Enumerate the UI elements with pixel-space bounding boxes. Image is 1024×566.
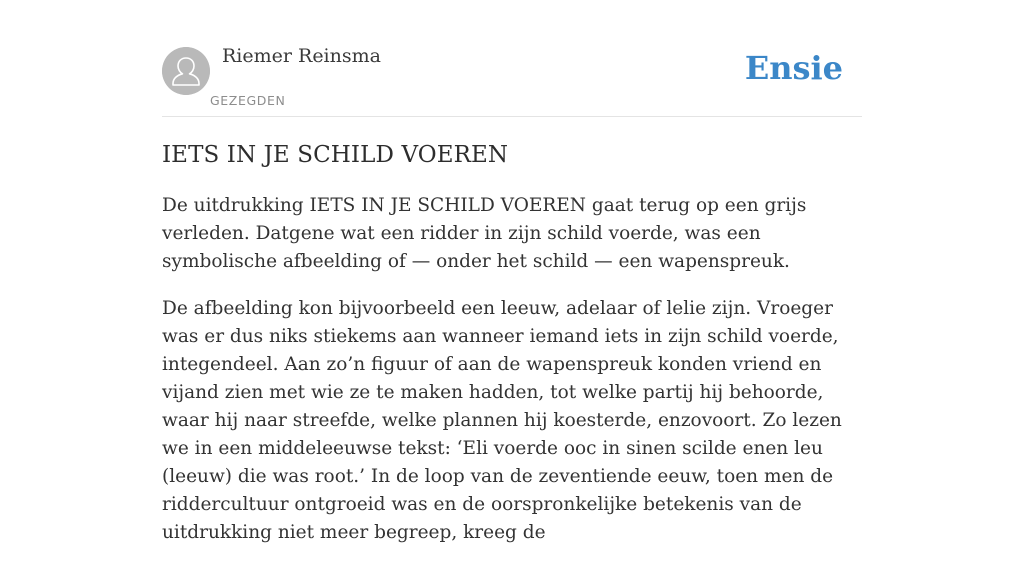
category-label[interactable]: GEZEGDEN bbox=[210, 93, 286, 108]
user-silhouette-icon bbox=[162, 47, 210, 95]
article-title: IETS IN JE SCHILD VOEREN bbox=[162, 142, 509, 168]
page-container bbox=[162, 0, 862, 566]
article-paragraph: De afbeelding kon bijvoorbeeld een leeuw, adelaar of lelie zijn. Vroeger was er dus niks stiekems aan wanneer iemand iets in zijn schild voerde, integendeel. Aan zo’n figuur of aan de wapenspreuk konden vriend en vijand zien met wie ze te maken hadden, tot welke partij hij behoorde, waar hij naar streefde, welke plannen hij koesterde, enzovoort. Zo lezen we in een middeleeuwse tekst: ‘Eli voerde ooc in sinen scilde enen leu (leeuw) die was root.’ In de loop van de zeventiende eeuw, toen men de riddercultuur ontgroeid was en de oorspronkelijke betekenis van de uitdrukking niet meer begreep, kreeg de bbox=[162, 298, 842, 543]
article-body bbox=[162, 192, 862, 547]
author-name[interactable]: Riemer Reinsma bbox=[222, 45, 381, 67]
article-header bbox=[162, 0, 862, 117]
brand-logo[interactable]: Ensie bbox=[744, 49, 843, 87]
author-avatar[interactable] bbox=[162, 47, 210, 95]
article-paragraph: De uitdrukking IETS IN JE SCHILD VOEREN gaat terug op een grijs verleden. Datgene wat een ridder in zijn schild voerde, was een symbolische afbeelding of — onder het schild — een wapenspreuk. bbox=[162, 195, 807, 272]
